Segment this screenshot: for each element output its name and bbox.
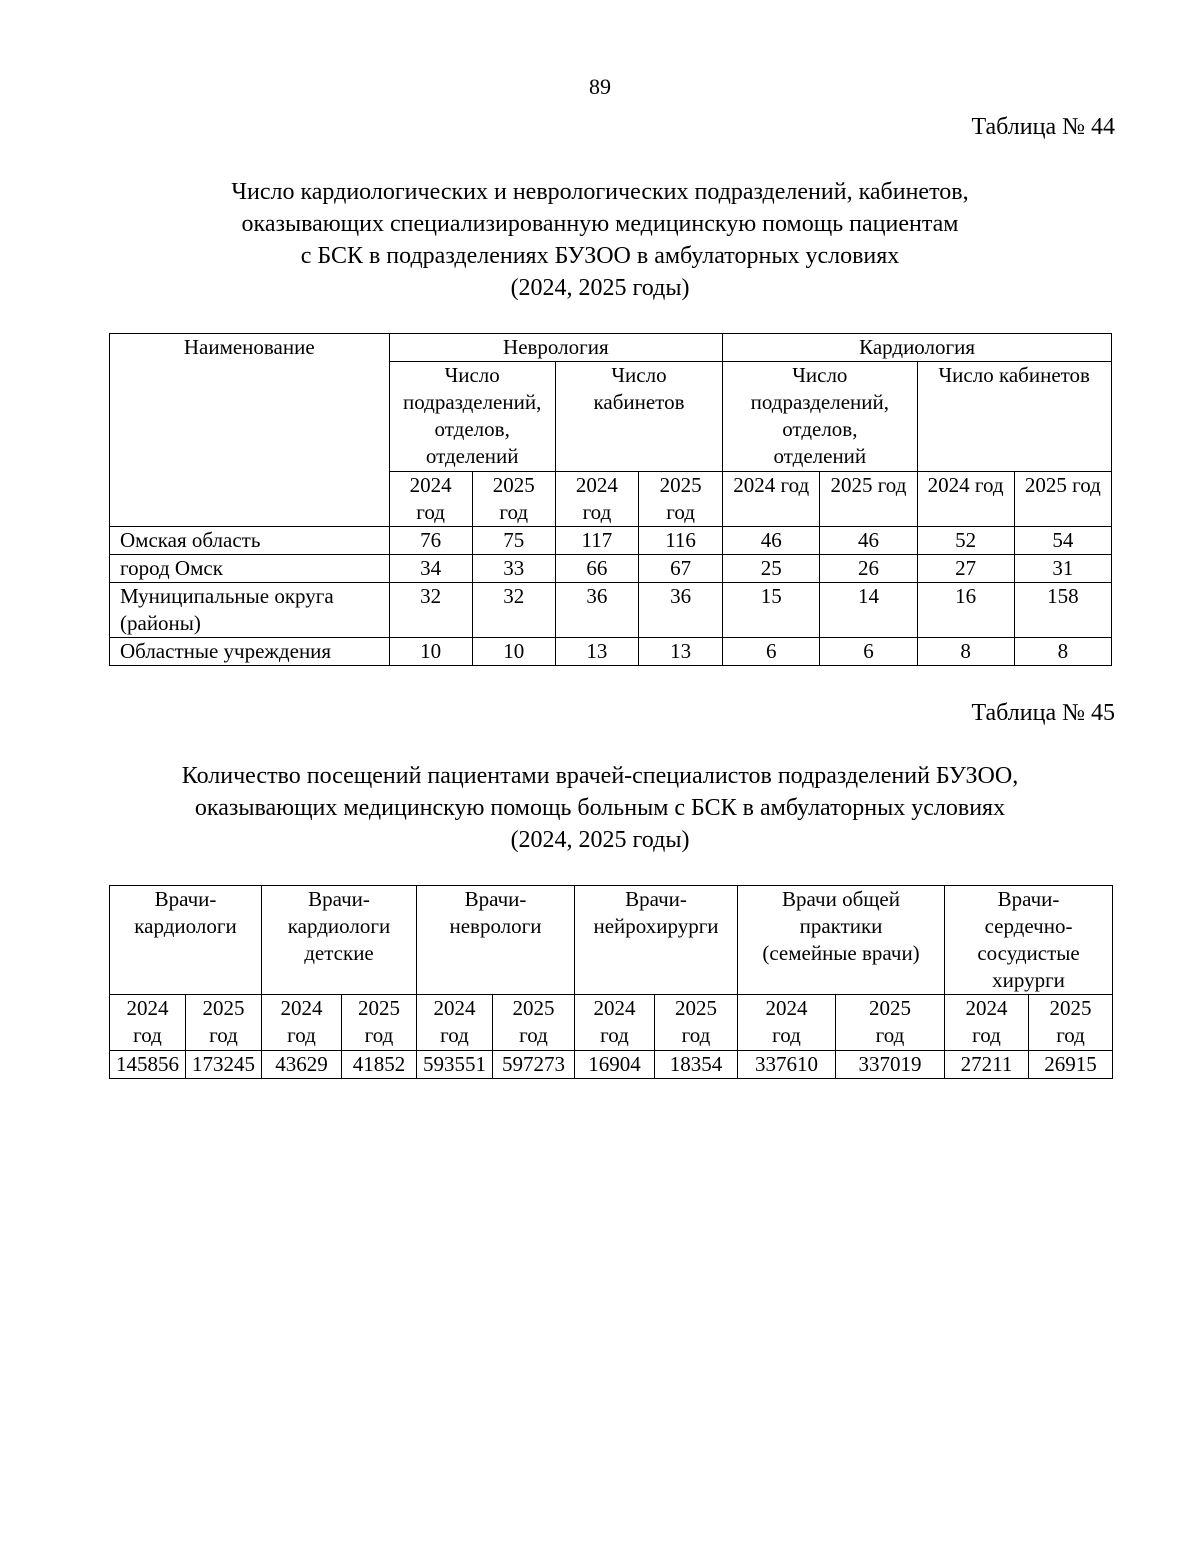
cell: 52 (917, 527, 1014, 555)
cell: 10 (389, 638, 472, 666)
year-2024: 2024 год (945, 995, 1029, 1051)
cell: 31 (1014, 555, 1111, 583)
row-name: Муниципальные округа (районы) (110, 583, 390, 638)
year-2024: 2024 год (110, 995, 186, 1051)
table-row (110, 555, 1112, 583)
cell: 43629 (262, 1051, 342, 1079)
cell: 32 (389, 583, 472, 638)
group-pediatric-cardiologists: Врачи- кардиологи детские (262, 886, 417, 995)
group-cardiovascular-surgeons: Врачи- сердечно- сосудистые хирурги (945, 886, 1113, 995)
row-name: Областные учреждения (110, 638, 390, 666)
cell: 18354 (655, 1051, 738, 1079)
year-2024: 2024 год (738, 995, 836, 1051)
year-2025: 2025 год (1029, 995, 1113, 1051)
table-45-label: Таблица № 45 (971, 700, 1115, 726)
cell: 13 (639, 638, 723, 666)
year-2025: 2025 год (493, 995, 575, 1051)
cell: 27 (917, 555, 1014, 583)
cell: 36 (555, 583, 638, 638)
year-2025: 2025 год (342, 995, 417, 1051)
cell: 26915 (1029, 1051, 1113, 1079)
table-row (110, 527, 1112, 555)
cell: 337610 (738, 1051, 836, 1079)
cell: 26 (820, 555, 917, 583)
header-year-2025: 2025 год (472, 472, 555, 527)
year-2025: 2025 год (655, 995, 738, 1051)
table-row (110, 638, 1112, 666)
cell: 117 (555, 527, 638, 555)
cell: 36 (639, 583, 723, 638)
table-44-title (0, 176, 1200, 304)
group-neurologists: Врачи- неврологи (417, 886, 575, 995)
cell: 337019 (836, 1051, 945, 1079)
cell: 8 (1014, 638, 1111, 666)
cell: 10 (472, 638, 555, 666)
table-45-title (0, 760, 1200, 856)
header-neuro-cabinets: Число кабинетов (555, 362, 722, 472)
header-neuro-units: Число подразделений, отделов, отделений (389, 362, 555, 472)
cell: 25 (723, 555, 820, 583)
row-name: город Омск (110, 555, 390, 583)
cell: 54 (1014, 527, 1111, 555)
header-neurology: Неврология (389, 334, 723, 362)
year-2024: 2024 год (262, 995, 342, 1051)
cell: 13 (555, 638, 638, 666)
cell: 6 (723, 638, 820, 666)
cell: 593551 (417, 1051, 493, 1079)
cell: 14 (820, 583, 917, 638)
header-year-2024: 2024 год (389, 472, 472, 527)
cell: 173245 (186, 1051, 262, 1079)
table-44-title-line: (2024, 2025 годы) (510, 275, 690, 301)
cell: 34 (389, 555, 472, 583)
header-year-2025: 2025 год (639, 472, 723, 527)
cell: 16 (917, 583, 1014, 638)
group-neurosurgeons: Врачи- нейрохирурги (575, 886, 738, 995)
table-row (110, 583, 1112, 638)
cell: 16904 (575, 1051, 655, 1079)
header-cardiology: Кардиология (723, 334, 1112, 362)
cell: 75 (472, 527, 555, 555)
table-44-label: Таблица № 44 (971, 114, 1115, 140)
table-45-title-line: оказывающих медицинскую помощь больным с БСК в амбулаторных условиях (194, 795, 1006, 821)
table-45-title-line: Количество посещений пациентами врачей-специалистов подразделений БУЗОО, (181, 763, 1019, 789)
table-44-title-line: оказывающих специализированную медицинскую помощь пациентам (241, 211, 959, 237)
cell: 15 (723, 583, 820, 638)
header-year-2024: 2024 год (723, 472, 820, 527)
cell: 6 (820, 638, 917, 666)
table-row (110, 1051, 1113, 1079)
page-number: 89 (589, 74, 611, 99)
header-cardio-units: Число подразделений, отделов, отделений (723, 362, 917, 472)
group-cardiologists: Врачи- кардиологи (110, 886, 262, 995)
header-year-2025: 2025 год (820, 472, 917, 527)
table-45-title-line: (2024, 2025 годы) (510, 827, 690, 853)
row-name: Омская область (110, 527, 390, 555)
cell: 145856 (110, 1051, 186, 1079)
year-2024: 2024 год (575, 995, 655, 1051)
header-cardio-cabinets: Число кабинетов (917, 362, 1111, 472)
table-44-title-line: с БСК в подразделениях БУЗОО в амбулаторных условиях (300, 243, 900, 269)
table-45 (109, 885, 1113, 1079)
cell: 158 (1014, 583, 1111, 638)
group-general-practitioners: Врачи общей практики (семейные врачи) (738, 886, 945, 995)
table-44 (109, 333, 1112, 666)
year-2025: 2025 год (836, 995, 945, 1051)
cell: 8 (917, 638, 1014, 666)
cell: 46 (723, 527, 820, 555)
cell: 116 (639, 527, 723, 555)
header-name: Наименование (110, 334, 390, 527)
cell: 67 (639, 555, 723, 583)
year-2025: 2025 год (186, 995, 262, 1051)
cell: 27211 (945, 1051, 1029, 1079)
year-2024: 2024 год (417, 995, 493, 1051)
cell: 41852 (342, 1051, 417, 1079)
header-year-2025: 2025 год (1014, 472, 1111, 527)
header-year-2024: 2024 год (917, 472, 1014, 527)
cell: 76 (389, 527, 472, 555)
cell: 597273 (493, 1051, 575, 1079)
cell: 32 (472, 583, 555, 638)
cell: 33 (472, 555, 555, 583)
cell: 66 (555, 555, 638, 583)
cell: 46 (820, 527, 917, 555)
table-44-title-line: Число кардиологических и неврологических подразделений, кабинетов, (231, 179, 969, 205)
header-year-2024: 2024 год (555, 472, 638, 527)
